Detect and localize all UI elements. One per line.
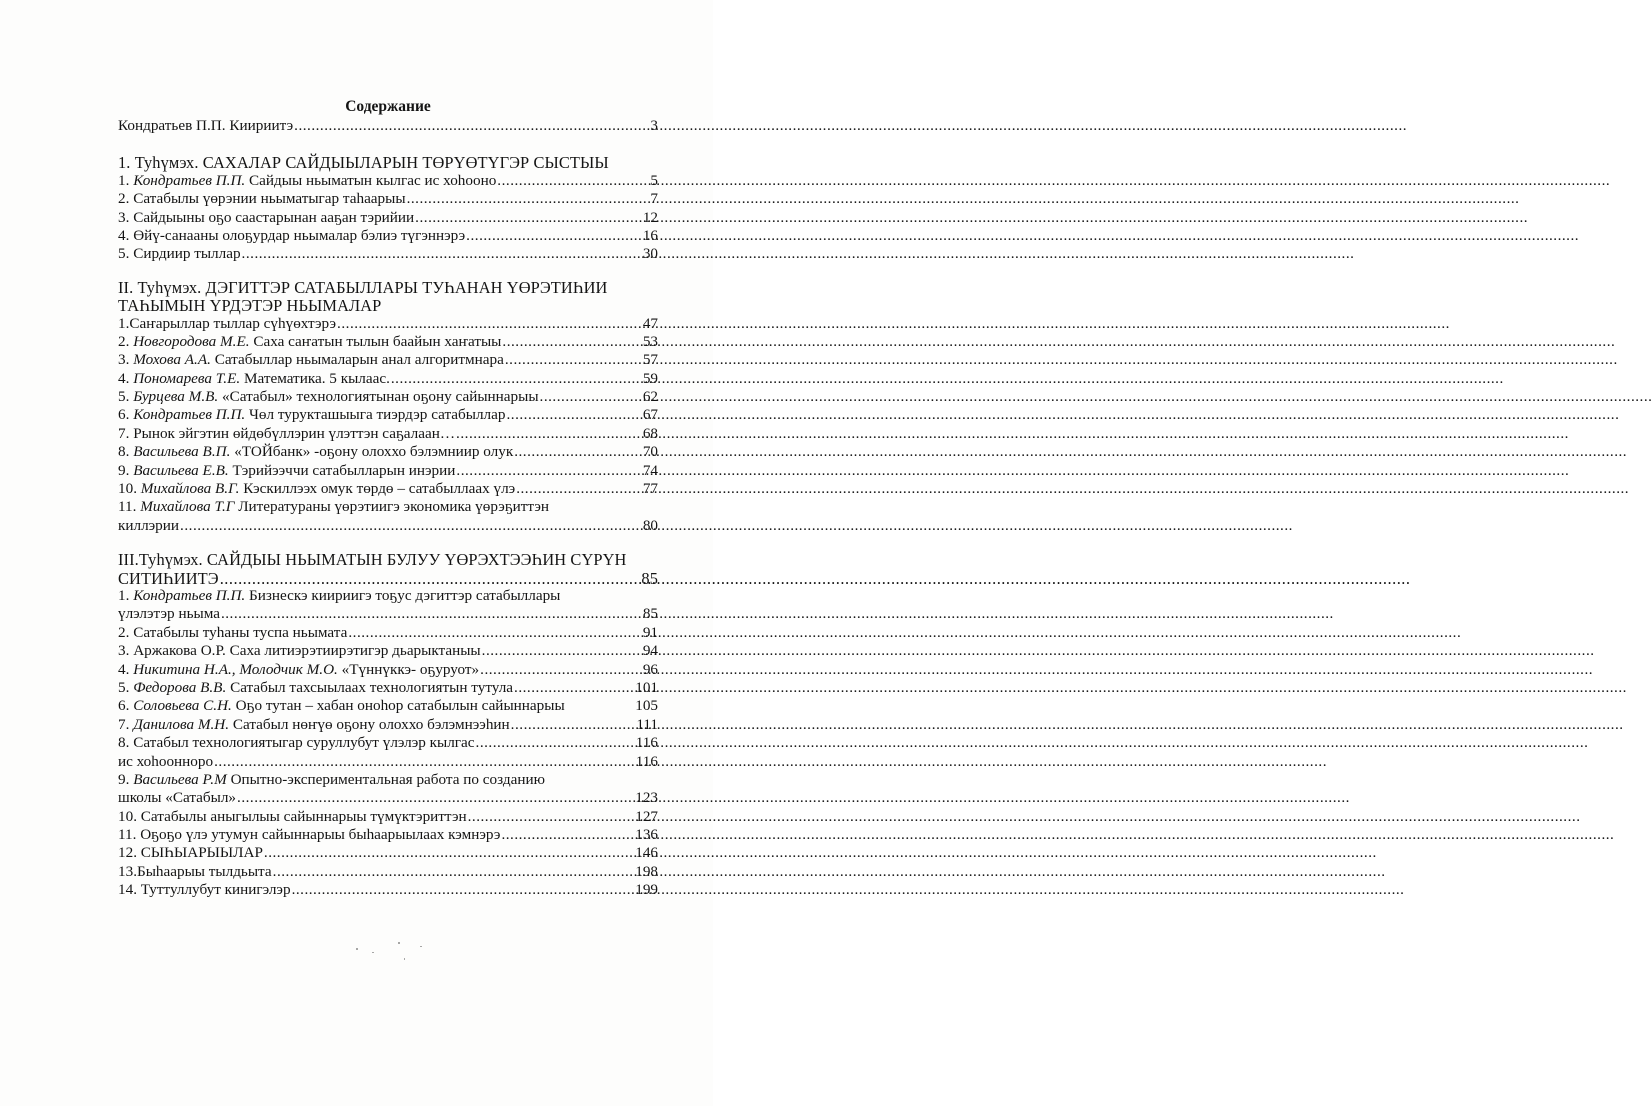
toc-entry [118, 190, 658, 208]
toc-entry [118, 462, 658, 480]
dot-leader [237, 789, 634, 807]
entry-title: Литератураны үөрэтиигэ экономика үөрэҕиттэн [234, 498, 550, 516]
entry-number: 4. [118, 369, 134, 387]
entry-title: 4. Өйү-санааны олоҕурдар ньымалар бэлиэ түгэннэрэ [118, 226, 466, 244]
entry-author: Никитина Н.А., Молодчик М.О. [133, 660, 338, 678]
dot-leader [407, 190, 650, 208]
toc-entry [118, 642, 658, 660]
dot-leader [337, 315, 642, 333]
entry-page: 59 [642, 369, 658, 387]
entry-text [118, 844, 263, 862]
entry-text [118, 808, 467, 826]
entry-page: 198 [635, 862, 658, 880]
dot-leader [220, 569, 641, 588]
dot-leader [514, 679, 634, 697]
entry-text [118, 771, 545, 789]
toc-entry [118, 315, 658, 333]
dot-leader [511, 716, 636, 734]
entry-title: 2. Сатабылы туһаны туспа ньымата [118, 623, 348, 641]
entry-author: Михайлова Т.Г [140, 498, 235, 516]
toc-entry-3-9-line1 [118, 771, 658, 789]
section-heading-text: СИТИҺИИТЭ [118, 568, 219, 588]
toc-entry [118, 351, 658, 369]
section-heading-text: 1. Туһүмэх. САХАЛАР САЙДЫЫЛАРЫН ТӨРҮӨТҮГЭР СЫСТЫЫ [118, 153, 609, 173]
entry-page: 53 [642, 332, 658, 350]
entry-title: Сатабыл тахсыылаах технологиятын тутула [226, 678, 514, 696]
entry-text [118, 172, 496, 190]
entry-text [118, 498, 549, 516]
dot-leader [242, 245, 642, 263]
toc-entry [118, 172, 658, 190]
entry-text [118, 227, 465, 245]
toc-entry [118, 697, 658, 715]
entry-number: 4. [118, 660, 134, 678]
entry-page: 47 [642, 314, 658, 332]
entry-number: 3. [118, 351, 134, 369]
dot-leader [391, 370, 642, 388]
entry-author: Кондратьев П.П. [133, 586, 246, 604]
entry-title: школы «Сатабыл» [118, 789, 237, 807]
entry-title: 14. Туттуллубут кинигэлэр [118, 881, 291, 899]
entry-text [118, 587, 560, 605]
entry-text [118, 679, 513, 697]
toc-entry [118, 209, 658, 227]
entry-number: 9. [118, 461, 134, 479]
toc-entry [118, 661, 658, 679]
toc-entry-intro [118, 117, 658, 135]
entry-page: 5 [650, 171, 658, 189]
toc-entry [118, 370, 658, 388]
toc-entry [118, 808, 658, 826]
scan-speck [420, 946, 422, 947]
entry-page: 77 [642, 480, 658, 498]
entry-text: Кондратьев П.П. Киириитэ [118, 117, 294, 134]
entry-page: 101 [635, 678, 658, 696]
toc-entry [118, 406, 658, 424]
dot-leader [348, 624, 641, 642]
entry-title: Саха саҥатын тылын баайын хаҥатыы [249, 332, 502, 350]
entry-page: 96 [642, 660, 658, 678]
entry-text [118, 480, 515, 498]
toc-entry [118, 844, 658, 862]
entry-page: 127 [635, 807, 658, 825]
entry-page: 146 [635, 844, 658, 862]
toc-title: Содержание [345, 98, 431, 115]
entry-text [118, 716, 510, 734]
entry-page: 111 [636, 715, 658, 733]
entry-title: 3. Сайдыыны оҕо саастарынан ааҕан тэрийии [118, 208, 415, 226]
dot-leader [292, 881, 635, 899]
entry-author: Васильева Е.В. [133, 461, 229, 479]
entry-text [118, 863, 272, 881]
toc-entry [118, 388, 658, 406]
toc-entry [118, 227, 658, 245]
entry-text [118, 753, 213, 771]
entry-number: 1. [118, 586, 134, 604]
section-3-heading-line2 [118, 569, 658, 587]
toc-entry-11-line2 [118, 517, 658, 535]
toc-entry [118, 480, 658, 498]
entry-title: 10. Сатабылы аныгылыы сайыннарыы түмүктэриттэн [118, 807, 467, 825]
entry-author: Новгородова М.Е. [133, 332, 250, 350]
entry-text [118, 697, 565, 715]
entry-page: 123 [635, 789, 658, 807]
section-heading-text: III.Туһүмэх. САЙДЫЫ НЬЫМАТЫН БУЛУУ ҮӨРЭХТЭЭҺИН СҮРҮН [118, 550, 627, 570]
dot-leader [294, 117, 649, 135]
entry-text [118, 661, 479, 679]
dot-leader [476, 734, 635, 752]
toc-entry [118, 826, 658, 844]
entry-page: 116 [635, 752, 658, 770]
entry-title: 7. Рынок эйгэтин өйдөбүллэрин үлэттэн саҕалаан… [118, 424, 456, 442]
entry-title: Математика. 5 кылаас. [240, 369, 390, 387]
entry-title: Бизнескэ киириигэ тоҕус дэгиттэр сатабыллары [245, 586, 561, 604]
dot-leader [516, 480, 642, 498]
toc-entry [118, 734, 658, 752]
entry-page: 7 [650, 190, 658, 208]
dot-leader [214, 753, 635, 771]
dot-leader [466, 227, 642, 245]
entry-title: 11. Оҕоҕо үлэ утумун сайыннарыы быһаарыылаах кэмнэрэ [118, 826, 501, 844]
entry-title: 1.Саҥарыллар тыллар сүһүөхтэрэ [118, 314, 337, 332]
document-page [0, 0, 713, 1106]
section-2-heading-line1 [118, 278, 658, 296]
entry-page: 30 [642, 245, 658, 263]
entry-text [118, 881, 291, 899]
toc-entry-3-1-line1 [118, 587, 658, 605]
toc-entry [118, 679, 658, 697]
entry-number: 6. [118, 697, 134, 715]
table-of-contents [118, 98, 658, 900]
entry-text [118, 245, 241, 263]
entry-title: 8. Сатабыл технологиятыгар суруллубут үлэлэр кылгас [118, 734, 475, 752]
dot-leader [482, 642, 642, 660]
entry-number: 9. [118, 770, 134, 788]
entry-text [118, 734, 475, 752]
entry-page: 12 [642, 208, 658, 226]
entry-title: Сатабыл нөҥүө оҕону олоххо бэлэмнээһин [229, 715, 510, 733]
entry-title: Сатабыллар ньымаларын анал алгоритмнара [210, 351, 504, 369]
scan-speck [356, 948, 358, 950]
entry-title: 2. Сатабылы үөрэнии ньыматыгар таһаарыы [118, 190, 406, 208]
dot-leader [468, 808, 635, 826]
section-1-entries [118, 172, 658, 264]
entry-text [118, 406, 505, 424]
dot-leader [180, 517, 642, 535]
toc-entry [118, 245, 658, 263]
dot-leader [415, 209, 642, 227]
toc-entry-3-9-line2 [118, 789, 658, 807]
entry-title: Чөл турукташыыга тиэрдэр сатабыллар [245, 406, 506, 424]
entry-number: 7. [118, 715, 134, 733]
entry-title: «Сатабыл» технологиятынан оҕону сайыннарыы [218, 388, 539, 406]
entry-number: 1. [118, 171, 134, 189]
entry-author: Бурцева М.В. [133, 388, 219, 406]
entry-text [118, 388, 539, 406]
entry-title: ис хоһооннорo [118, 752, 214, 770]
entry-title: Опытно-экспериментальная работа по созданию [226, 770, 545, 788]
entry-page: 80 [642, 516, 658, 534]
entry-title: киллэрии [118, 516, 180, 534]
entry-author: Федорова В.В. [133, 678, 227, 696]
entry-author: Михайлова В.Г. [140, 480, 240, 498]
entry-title: үлэлэтэр ньыма [118, 605, 220, 623]
entry-text [118, 209, 414, 227]
dot-leader [501, 826, 634, 844]
dot-leader [221, 605, 642, 623]
dot-leader [514, 443, 642, 461]
section-3-heading-line1 [118, 550, 658, 568]
entry-author: Данилова М.Н. [133, 715, 230, 733]
scan-speck [398, 942, 400, 944]
section-3-entries [118, 624, 658, 771]
entry-text [118, 315, 336, 333]
dot-leader [456, 462, 641, 480]
entry-number: 5. [118, 388, 134, 406]
entry-title: 12. СЫҺЫАРЫЫЛАР [118, 844, 263, 862]
dot-leader [505, 351, 642, 369]
entry-title: 3. Аржакова О.Р. Саха литиэрэтиирэтигэр дьарыктаныы [118, 642, 481, 660]
entry-page: 62 [642, 388, 658, 406]
toc-entry [118, 624, 658, 642]
entry-text [118, 624, 347, 642]
entry-page: 85 [641, 568, 658, 588]
scan-speck [404, 958, 405, 960]
entry-title: 13.Быһаарыы тылдьыта [118, 862, 272, 880]
entry-number: 6. [118, 406, 134, 424]
entry-author: Васильева В.П. [133, 443, 231, 461]
dot-leader [497, 172, 649, 190]
dot-leader [540, 388, 642, 406]
section-1-heading [118, 153, 658, 171]
entry-author: Кондратьев П.П. [133, 171, 246, 189]
entry-page: 199 [635, 881, 658, 899]
entry-page: 16 [642, 226, 658, 244]
entry-page: 116 [635, 734, 658, 752]
entry-text [118, 462, 455, 480]
entry-page: 105 [635, 697, 658, 715]
section-2-entries [118, 315, 658, 499]
toc-entry [118, 753, 658, 771]
entry-page: 136 [635, 826, 658, 844]
entry-page: 74 [642, 461, 658, 479]
section-heading-text: II. Туһүмэх. ДЭГИТТЭР САТАБЫЛЛАРЫ ТУҺАНАН ҮӨРЭТИҺИИ [118, 277, 608, 297]
toc-entry [118, 443, 658, 461]
entry-page: 85 [642, 605, 658, 623]
entry-page: 70 [642, 443, 658, 461]
entry-title: 5. Сирдиир тыллар [118, 245, 241, 263]
entry-title: Кэскиллээх омук төрдө – сатабыллаах үлэ [239, 480, 516, 498]
entry-title: Оҕо тутан – хабан оноһор сатабылын сайыннарыы [231, 697, 565, 715]
dot-leader [502, 333, 641, 351]
entry-text [118, 351, 504, 369]
toc-entry [118, 716, 658, 734]
entry-text [118, 333, 501, 351]
entry-number: 2. [118, 332, 134, 350]
entry-number: 10. [118, 480, 141, 498]
entry-title: «ТОЙбанк» -оҕону олоххо бэлэмниир олук [230, 443, 514, 461]
dot-leader [480, 661, 642, 679]
entry-text [118, 443, 513, 461]
toc-entry [118, 863, 658, 881]
dot-leader [456, 425, 642, 443]
entry-title: «Түннүккэ- оҕуруот» [337, 660, 480, 678]
entry-text [118, 190, 406, 208]
entry-page: 94 [642, 642, 658, 660]
section-heading-text: ТАҺЫМЫН ҮРДЭТЭР НЬЫМАЛАР [118, 296, 382, 316]
entry-number: 8. [118, 443, 134, 461]
toc-entry [118, 425, 658, 443]
toc-entry [118, 881, 658, 899]
entry-page: 3 [650, 117, 658, 134]
entry-page: 57 [642, 351, 658, 369]
entry-author: Пономарева Т.Е. [133, 369, 241, 387]
entry-page: 67 [642, 406, 658, 424]
dot-leader [273, 863, 635, 881]
entry-number: 11. [118, 498, 141, 516]
toc-entry-11-line1 [118, 498, 658, 516]
entry-page: 91 [642, 623, 658, 641]
entry-author: Васильева Р.М [133, 770, 227, 788]
entry-author: Соловьева С.Н. [133, 697, 232, 715]
scan-speck [372, 952, 374, 953]
entry-text [118, 642, 481, 660]
entry-author: Кондратьев П.П. [133, 406, 246, 424]
toc-entry [118, 333, 658, 351]
dot-leader [506, 406, 641, 424]
toc-entry-3-1-line2 [118, 605, 658, 623]
entry-page: 68 [642, 424, 658, 442]
section-3-entries-end [118, 808, 658, 900]
section-2-heading-line2 [118, 296, 658, 314]
entry-number: 5. [118, 678, 134, 696]
entry-title: Сайдыы ньыматын кылгас ис хоһооно [245, 171, 497, 189]
entry-title: Тэрийээччи сатабылларын инэрии [228, 461, 456, 479]
dot-leader [264, 844, 634, 862]
entry-text [118, 826, 500, 844]
entry-text [118, 370, 390, 388]
entry-text [118, 425, 455, 443]
entry-author: Мохова А.А. [133, 351, 211, 369]
